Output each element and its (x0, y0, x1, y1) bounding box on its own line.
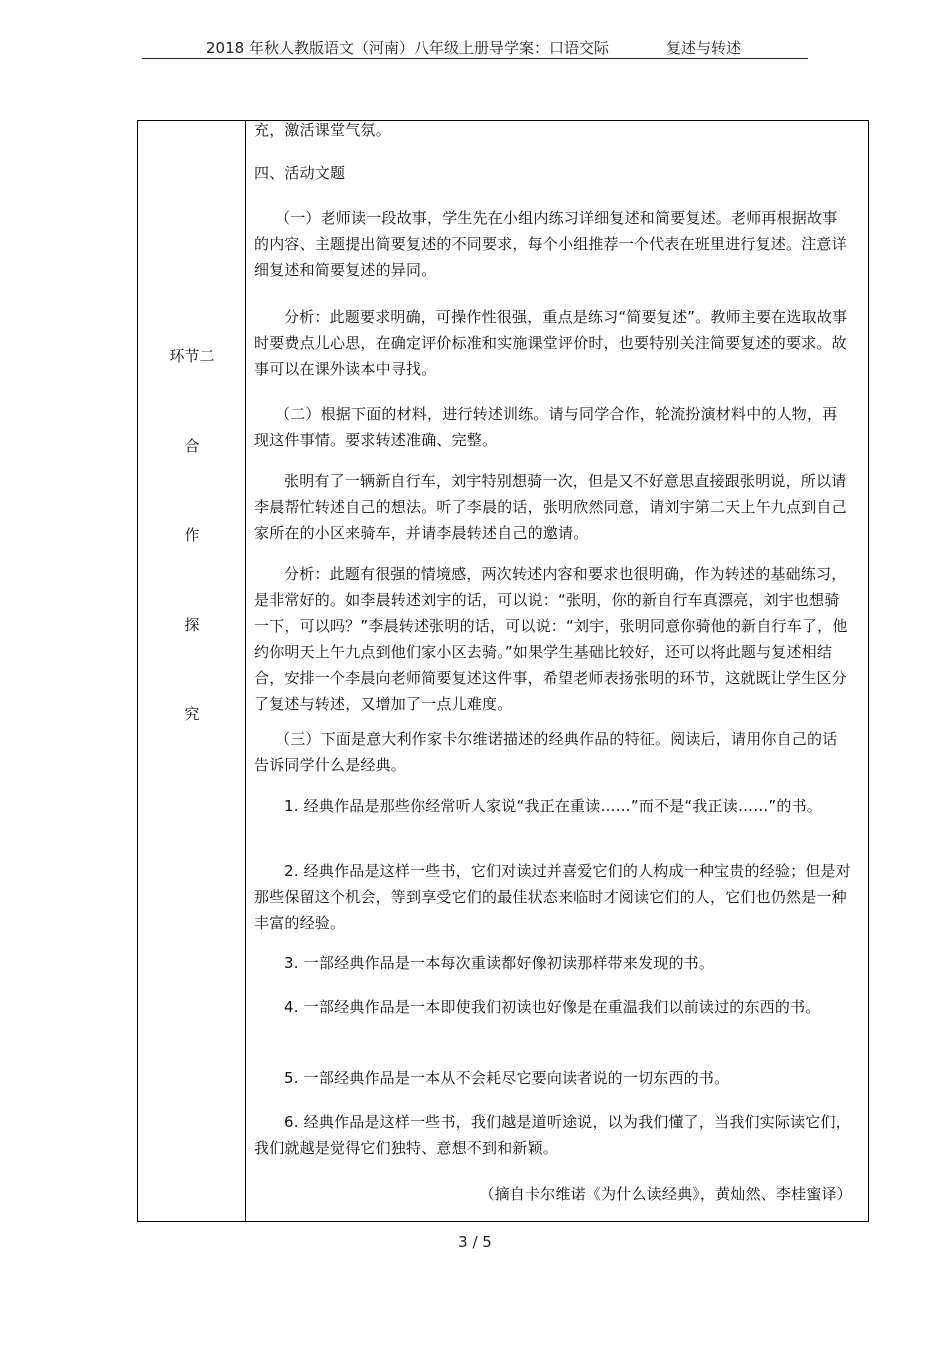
task-two: （二）根据下面的材料，进行转述训练。请与同学合作，轮流扮演材料中的人物，再现这件事情。要求转述准确、完整。 (254, 405, 838, 449)
section-label: 环节二 (169, 347, 215, 365)
material-paragraph: 张明有了一辆新自行车，刘宇特别想骑一次，但是又不好意思直接跟张明说，所以请李晨帮忙转述自己的想法。听了李晨的话，张明欣然同意，请刘宇第二天上午九点到自己家所在的小区来骑车，并请李晨转述自己的邀请。 (254, 472, 847, 542)
list-item: 5. 一部经典作品是一本从不会耗尽它要向读者说的一切东西的书。 (284, 1069, 730, 1087)
content-column (246, 121, 868, 1221)
activity-heading: 四、活动文题 (254, 164, 346, 182)
list-item: 4. 一部经典作品是一本即使我们初读也好像是在重温我们以前读过的东西的书。 (284, 998, 821, 1016)
analysis-two: 分析：此题有很强的情境感，两次转述内容和要求也很明确，作为转述的基础练习，是非常好的。如李晨转述刘宇的话，可以说：“张明，你的新自行车真漂亮，刘宇也想骑一下，可以吗？”李晨转述张明的话，可以说：“刘宇，张明同意你骑他的新自行车了，他约你明天上午九点到他们家小区去骑。”如果学生基础比较好，还可以将此题与复述相结合，安排一个李晨向老师简要复述这件事，希望老师表扬张明的环节，这就既让学生区分了复述与转述，又增加了一点儿难度。 (254, 565, 848, 713)
task-one: （一）老师读一段故事，学生先在小组内练习详细复述和简要复述。老师再根据故事的内容、主题提出简要复述的不同要求，每个小组推荐一个代表在班里进行复述。注意详细复述和简要复述的异同。 (254, 209, 847, 279)
citation: （摘自卡尔维诺《为什么读经典》，黄灿然、李桂蜜译） (479, 1185, 852, 1203)
list-item: 1. 经典作品是那些你经常听人家说“我正在重读……”而不是“我正读……”的书。 (284, 797, 822, 815)
analysis-one: 分析：此题要求明确，可操作性很强，重点是练习“简要复述”。教师主要在选取故事时要费点儿心思，在确定评价标准和实施课堂评价时，也要特别关注简要复述的要求。故事可以在课外读本中寻找。 (254, 308, 848, 378)
section-char: 作 (184, 526, 200, 544)
list-item: 3. 一部经典作品是一本每次重读都好像初读那样带来发现的书。 (284, 954, 715, 972)
list-item: 6. 经典作品是这样一些书，我们越是道听途说，以为我们懂了，当我们实际读它们，我们就越是觉得它们独特、意想不到和新颖。 (254, 1113, 851, 1157)
section-column (138, 121, 246, 1221)
header-subtitle: 复述与转述 (666, 39, 742, 57)
lesson-table (137, 120, 869, 1222)
section-char: 究 (184, 705, 200, 723)
task-three: （三）下面是意大利作家卡尔维诺描述的经典作品的特征。阅读后，请用你自己的话告诉同学什么是经典。 (254, 730, 838, 774)
list-item: 2. 经典作品是这样一些书，它们对读过并喜爱它们的人构成一种宝贵的经验；但是对那些保留这个机会，等到享受它们的最佳状态来临时才阅读它们的人，它们也仍然是一种丰富的经验。 (254, 862, 851, 932)
section-char: 合 (184, 437, 200, 455)
page-header (142, 30, 808, 59)
header-title: 2018 年秋人教版语文（河南）八年级上册导学案：口语交际 (206, 39, 609, 57)
section-char: 探 (184, 616, 200, 634)
page-number: 3 / 5 (458, 1233, 492, 1251)
paragraph: 充，激活课堂气氛。 (254, 121, 391, 139)
